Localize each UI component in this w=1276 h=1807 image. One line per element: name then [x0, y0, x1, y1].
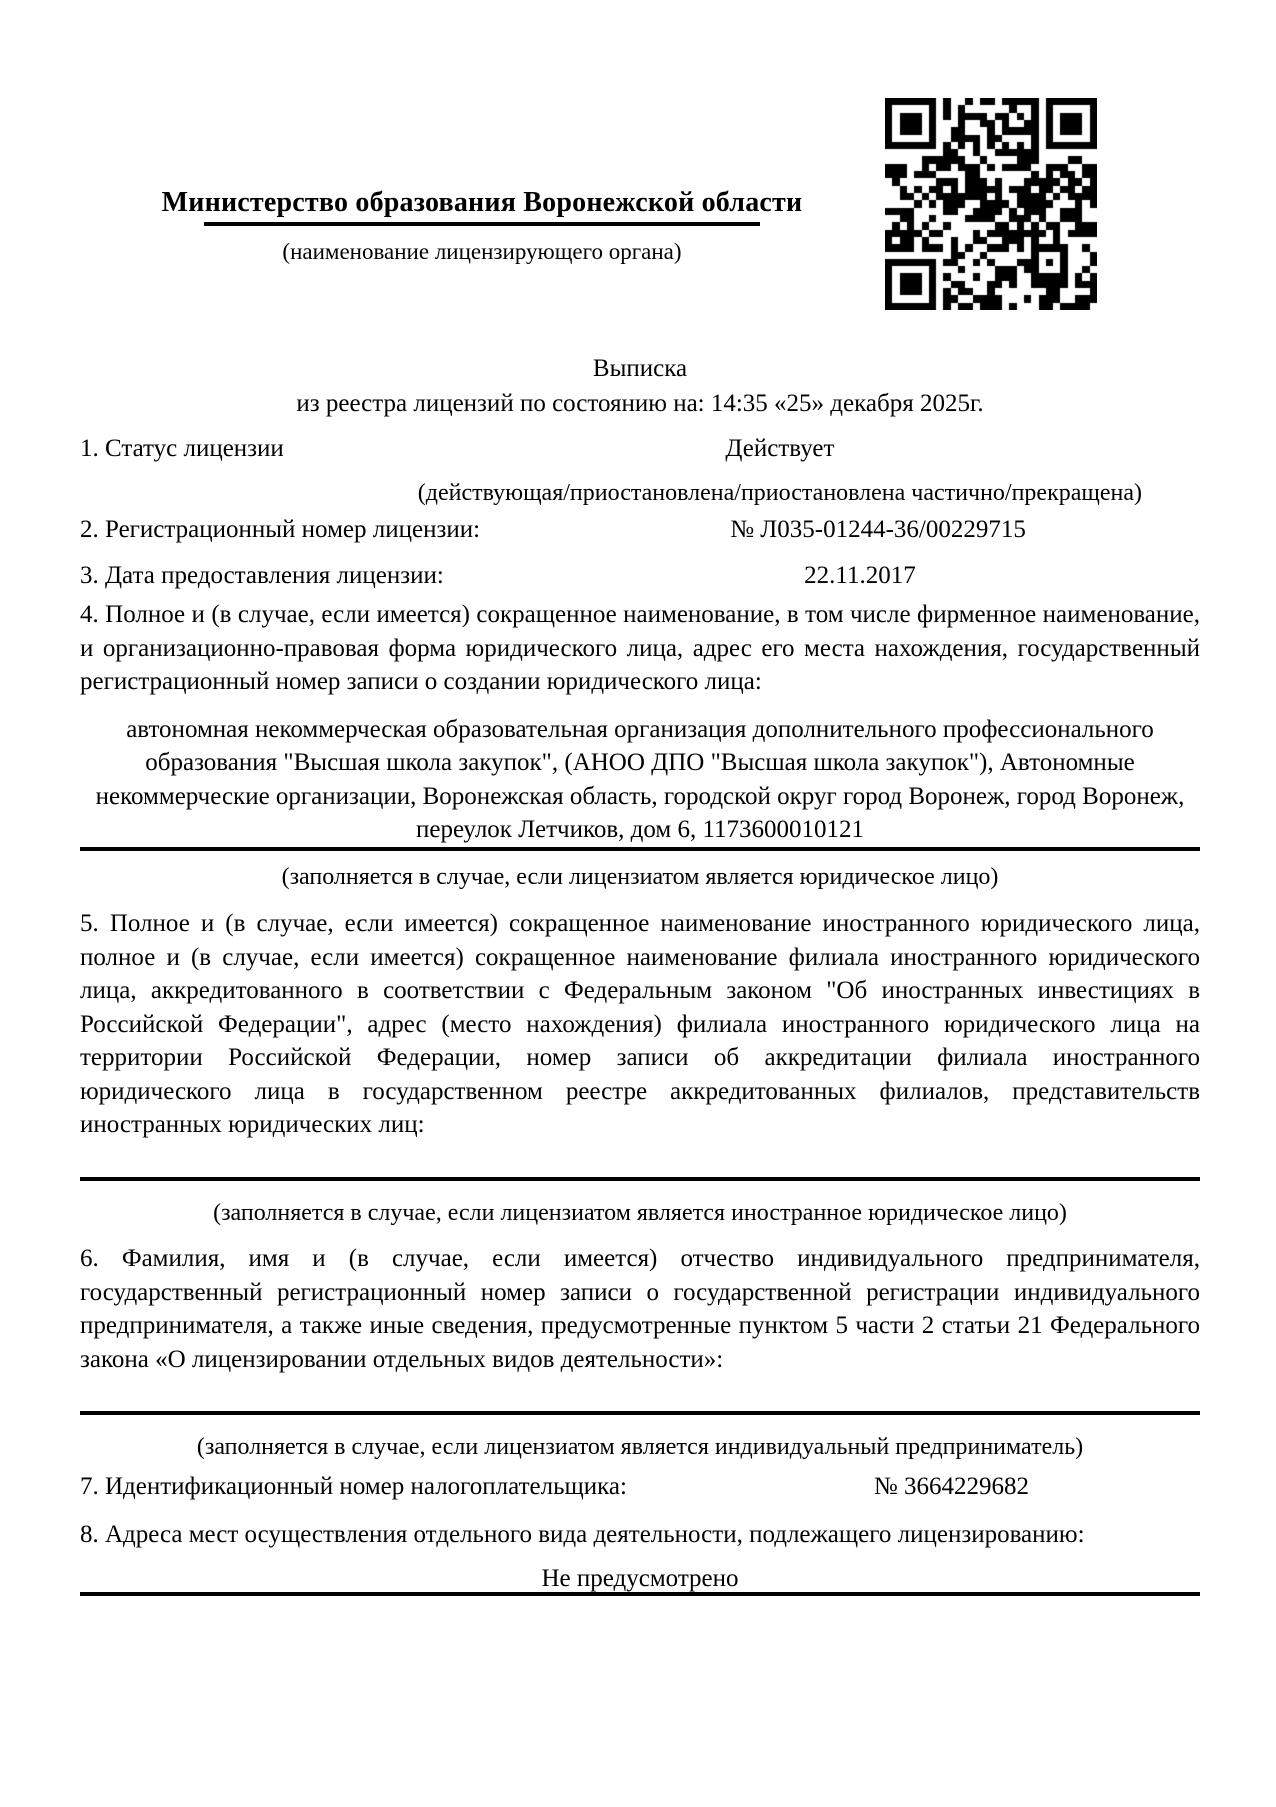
addresses-label: 8. Адреса мест осуществления отдельного вида деятельности, подлежащего лицензированию:	[80, 1521, 1085, 1548]
document-title: Выписка	[592, 355, 688, 382]
license-status-value: Действует	[725, 435, 835, 462]
entrepreneur-clause: 6. Фамилия, имя и (в случае, если имеется) отчество индивидуального предпринимателя, государственный регистрационный номер записи о государственной регистрации индивидуального предпринимателя, а также иные сведения, предусмотренные пунктом 5 части 2 статьи 21 Федерального закона «О лицензировании отдельных видов деятельности»:	[80, 1245, 1200, 1373]
legal-entity-clause: 4. Полное и (в случае, если имеется) сокращенное наименование, в том числе фирменное наименование, и организационно-правовая форма юридического лица, адрес его места нахождения, государственный регистрационный номер записи о создании юридического лица:	[80, 601, 1200, 695]
inn-value: № 3664229682	[873, 1472, 1030, 1500]
grant-date-label: 3. Дата предоставления лицензии:	[80, 561, 444, 589]
field-inn	[80, 1470, 1276, 1504]
foreign-entity-clause: 5. Полное и (в случае, если имеется) сокращенное наименование иностранного юридического лица, полное и (в случае, если имеется) сокращенное наименование филиала иностранного юридического лица, аккредитованного в соответствии с Федеральным законом "Об иностранных инвестициях в Российской Федерации", адрес (место нахождения) филиала иностранного юридического лица на территории Российской Федерации, номер записи об аккредитации филиала иностранного юридического лица в государственном реестре аккредитованных филиалов, представительств иностранных юридических лиц:	[80, 910, 1200, 1138]
document-body	[80, 352, 1200, 1596]
divider-rule-foreign-entity	[80, 1177, 1200, 1181]
divider-rule-addresses	[80, 1592, 1200, 1596]
field-license-status	[80, 432, 1276, 466]
document-subtitle: из реестра лицензий по состоянию на: 14:35 «25» декабря 2025г.	[296, 389, 984, 417]
document-header	[80, 186, 884, 266]
registration-number-value: № Л035-01244-36/00229715	[730, 516, 1026, 543]
licensing-authority-caption: (наименование лицензирующего органа)	[282, 239, 682, 264]
inn-label: 7. Идентификационный номер налогоплательщика:	[80, 1472, 627, 1500]
divider-rule-entrepreneur	[80, 1411, 1200, 1415]
field-grant-date	[80, 559, 1276, 593]
license-status-options-row	[80, 477, 1276, 511]
legal-entity-value: автономная некоммерческая образовательная организация дополнительного профессионального образования "Высшая школа закупок", (АНОО ДПО "Высшая школа закупок"), Автономные некоммерческие организации, Воронежская область, городской округ город Воронеж, город Воронеж, переулок Летчиков, дом 6, 1173600010121	[95, 715, 1185, 843]
foreign-entity-caption: (заполняется в случае, если лицензиатом является иностранное юридическое лицо)	[213, 1199, 1067, 1226]
header-underline	[204, 222, 760, 226]
qr-code	[885, 98, 1097, 310]
field-registration-number	[80, 513, 1276, 547]
divider-rule-legal-entity	[80, 847, 1200, 851]
legal-entity-caption: (заполняется в случае, если лицензиатом является юридическое лицо)	[281, 863, 999, 890]
license-status-options-caption: (действующая/приостановлена/приостановлена частично/прекращена)	[417, 479, 1143, 506]
entrepreneur-caption: (заполняется в случае, если лицензиатом является индивидуальный предприниматель)	[196, 1434, 1084, 1460]
licensing-authority-name: Министерство образования Воронежской области	[161, 187, 803, 218]
license-status-label: 1. Статус лицензии	[80, 435, 284, 462]
registration-number-label: 2. Регистрационный номер лицензии:	[80, 516, 481, 543]
grant-date-value: 22.11.2017	[804, 561, 916, 589]
addresses-value: Не предусмотрено	[541, 1564, 739, 1592]
